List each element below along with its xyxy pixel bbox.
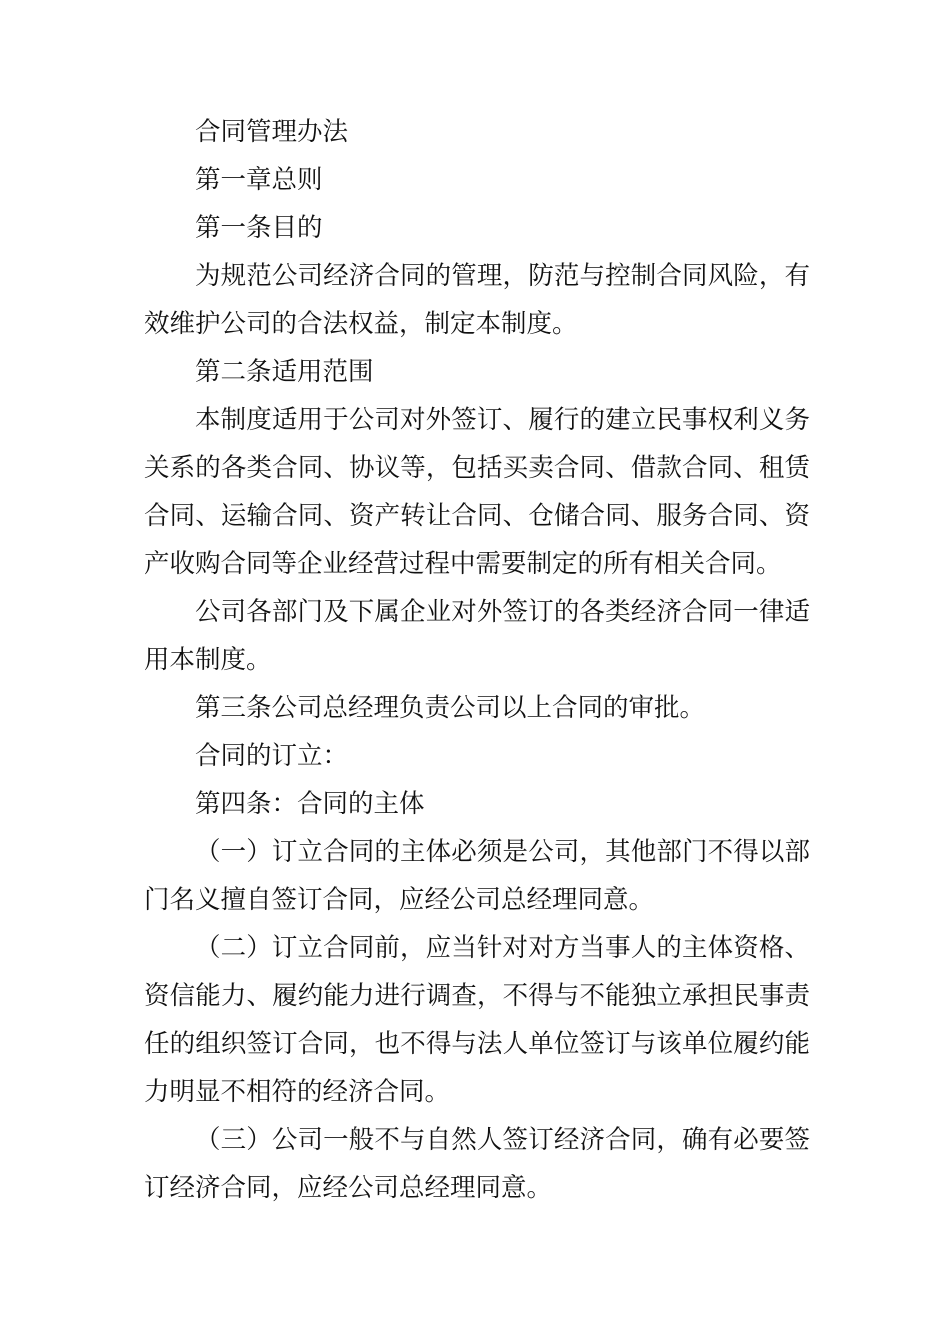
body-paragraph: 本制度适用于公司对外签订、履行的建立民事权利义务关系的各类合同、协议等，包括买卖合同、借款合同、租赁合同、运输合同、资产转让合同、仓储合同、服务合同、资产收购合同等企业经营过程中需要制定的所有相关合同。 bbox=[144, 405, 810, 579]
section-heading: 合同的订立： bbox=[195, 741, 349, 771]
clause-paragraph: （三）公司一般不与自然人签订经济合同，确有必要签订经济合同，应经公司总经理同意。 bbox=[144, 1125, 810, 1203]
body-paragraph: 为规范公司经济合同的管理，防范与控制合同风险，有效维护公司的合法权益，制定本制度。 bbox=[144, 261, 810, 339]
chapter-heading: 第一章总则 bbox=[195, 165, 323, 195]
body-paragraph: 公司各部门及下属企业对外签订的各类经济合同一律适用本制度。 bbox=[144, 597, 810, 675]
article-heading: 第二条适用范围 bbox=[195, 357, 374, 387]
article-heading: 第一条目的 bbox=[195, 213, 323, 243]
article-heading: 第四条：合同的主体 bbox=[195, 789, 425, 819]
clause-paragraph: （二）订立合同前，应当针对对方当事人的主体资格、资信能力、履约能力进行调查，不得与不能独立承担民事责任的组织签订合同，也不得与法人单位签订与该单位履约能力明显不相符的经济合同。 bbox=[144, 933, 810, 1107]
clause-paragraph: （一）订立合同的主体必须是公司，其他部门不得以部门名义擅自签订合同，应经公司总经理同意。 bbox=[144, 837, 810, 915]
document-title: 合同管理办法 bbox=[195, 117, 349, 147]
document-page bbox=[144, 108, 810, 1212]
article-paragraph: 第三条公司总经理负责公司以上合同的审批。 bbox=[195, 693, 706, 723]
